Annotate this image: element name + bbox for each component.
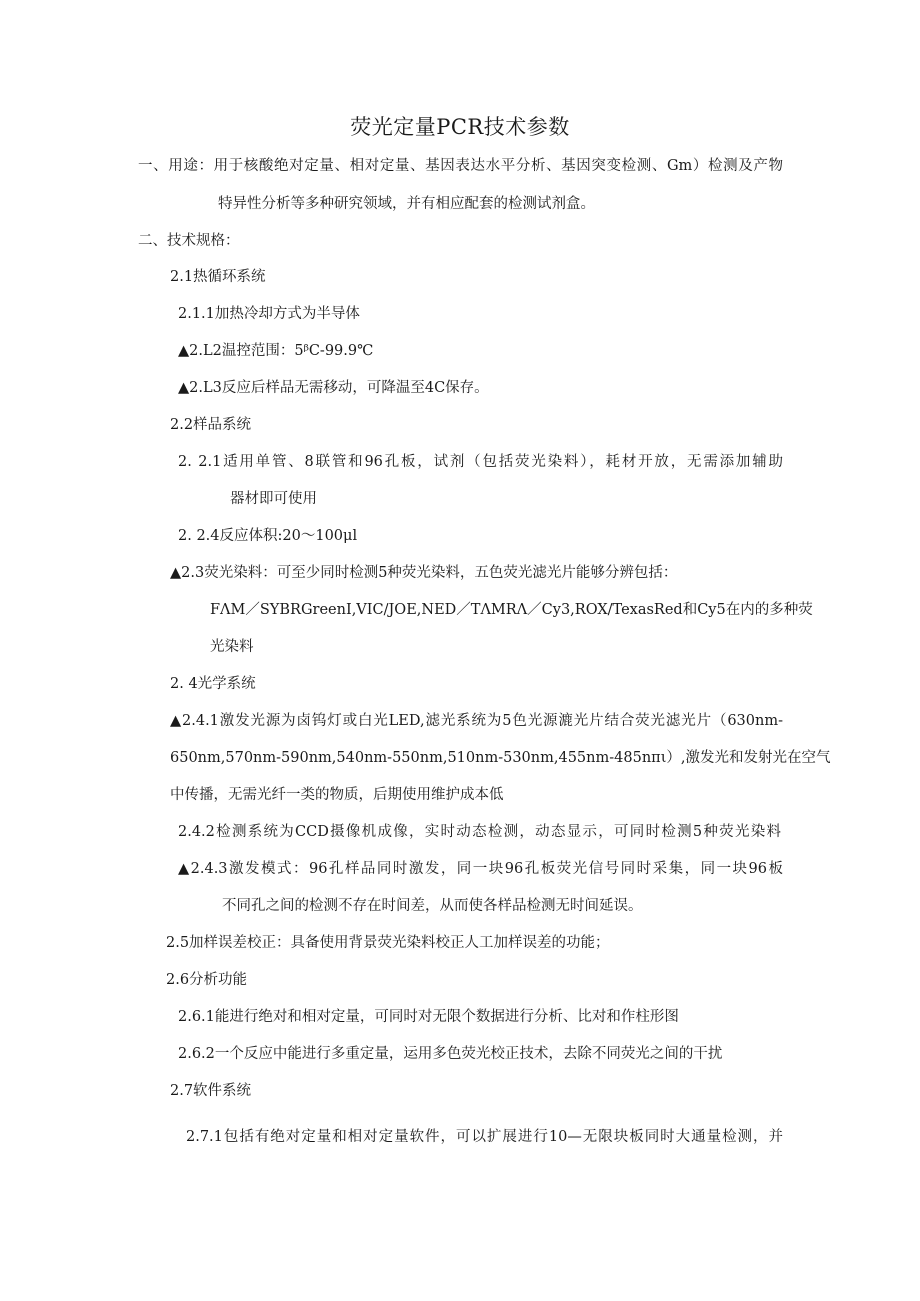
text-line-2-4-3-cont: 不同孔之间的检测不存在时间差，从而使各样品检测无时间延误。: [222, 898, 643, 914]
text-line-2-7-1: 2.7.1包括有绝对定量和相对定量软件，可以扩展进行10—无限块板同时大通量检测，并: [186, 1129, 783, 1145]
text-line-2-2-1-cont: 器材即可使用: [230, 491, 317, 507]
text-line-2-4-1-cont: 650nm,570nm-590nm,540nm-550nm,510nm-530nm,455nm-485nπι）,激发光和发射光在空气: [170, 750, 831, 766]
text-line-2-4-2: 2.4.2检测系统为CCD摄像机成像，实时动态检测，动态显示，可同时检测5种荧光染料: [178, 824, 781, 840]
text-line-2-4-1: ▲2.4.1激发光源为卤钨灯或白光LED,滤光系统为5色光源漉光片结合荧光滤光片（630nm-: [170, 713, 783, 729]
text-line-2-1: 2.1热循环系统: [170, 269, 266, 285]
text-line-2-3-dyes: FΛM／SYBRGreenI,VIC/JOE,NED／TΛMRΛ／Cy3,ROX/TexasRed和Cy5在内的多种荧: [210, 602, 813, 618]
document-title: 荧光定量PCR技术参数: [350, 115, 570, 139]
text-line-2-4: 2. 4光学系统: [170, 676, 256, 692]
text-line-2-2: 2.2样品系统: [170, 417, 252, 433]
text-line-2-7: 2.7软件系统: [170, 1083, 252, 1099]
text-line-2-2-4: 2. 2.4反应体积:20～100μl: [178, 528, 358, 544]
text-line-usage-cont: 特异性分析等多种研究领域，并有相应配套的检测试剂盒。: [218, 196, 595, 212]
text-line-2-2-1: 2. 2.1适用单管、8联管和96孔板，试剂（包括荧光染料），耗材开放，无需添加辅助: [178, 454, 783, 470]
text-line-2-6-2: 2.6.2一个反应中能进行多重定量，运用多色荧光校正技术，去除不同荧光之间的干扰: [178, 1046, 723, 1062]
text-line-2-1-2: ▲2.L2温控范围：5ᵝC-99.9℃: [178, 343, 374, 359]
text-line-2-6-1: 2.6.1能进行绝对和相对定量，可同时对无限个数据进行分析、比对和作柱形图: [178, 1009, 679, 1025]
text-line-2-1-1: 2.1.1加热冷却方式为半导体: [178, 306, 360, 322]
text-line-2-3-dyes-cont: 光染料: [210, 639, 254, 655]
text-line-2-1-3: ▲2.L3反应后样品无需移动，可降温至4C保存。: [178, 380, 489, 396]
text-line-specs-heading: 二、技术规格：: [138, 233, 240, 249]
text-line-usage: 一、用途：用于核酸绝对定量、相对定量、基因表达水平分析、基因突变检测、Gm）检测及产物: [138, 158, 783, 174]
text-line-2-3: ▲2.3荧光染料：可至少同时检测5种荧光染料，五色荧光滤光片能够分辨包括：: [170, 565, 678, 581]
text-line-2-5: 2.5加样误差校正：具备使用背景荧光染料校正人工加样误差的功能；: [166, 935, 610, 951]
text-line-2-4-1-cont2: 中传播，无需光纤一类的物质，后期使用维护成本低: [170, 787, 504, 803]
text-line-2-4-3: ▲2.4.3激发模式：96孔样品同时激发，同一块96孔板荧光信号同时采集，同一块96板: [178, 861, 783, 877]
text-line-2-6: 2.6分析功能: [166, 972, 248, 988]
